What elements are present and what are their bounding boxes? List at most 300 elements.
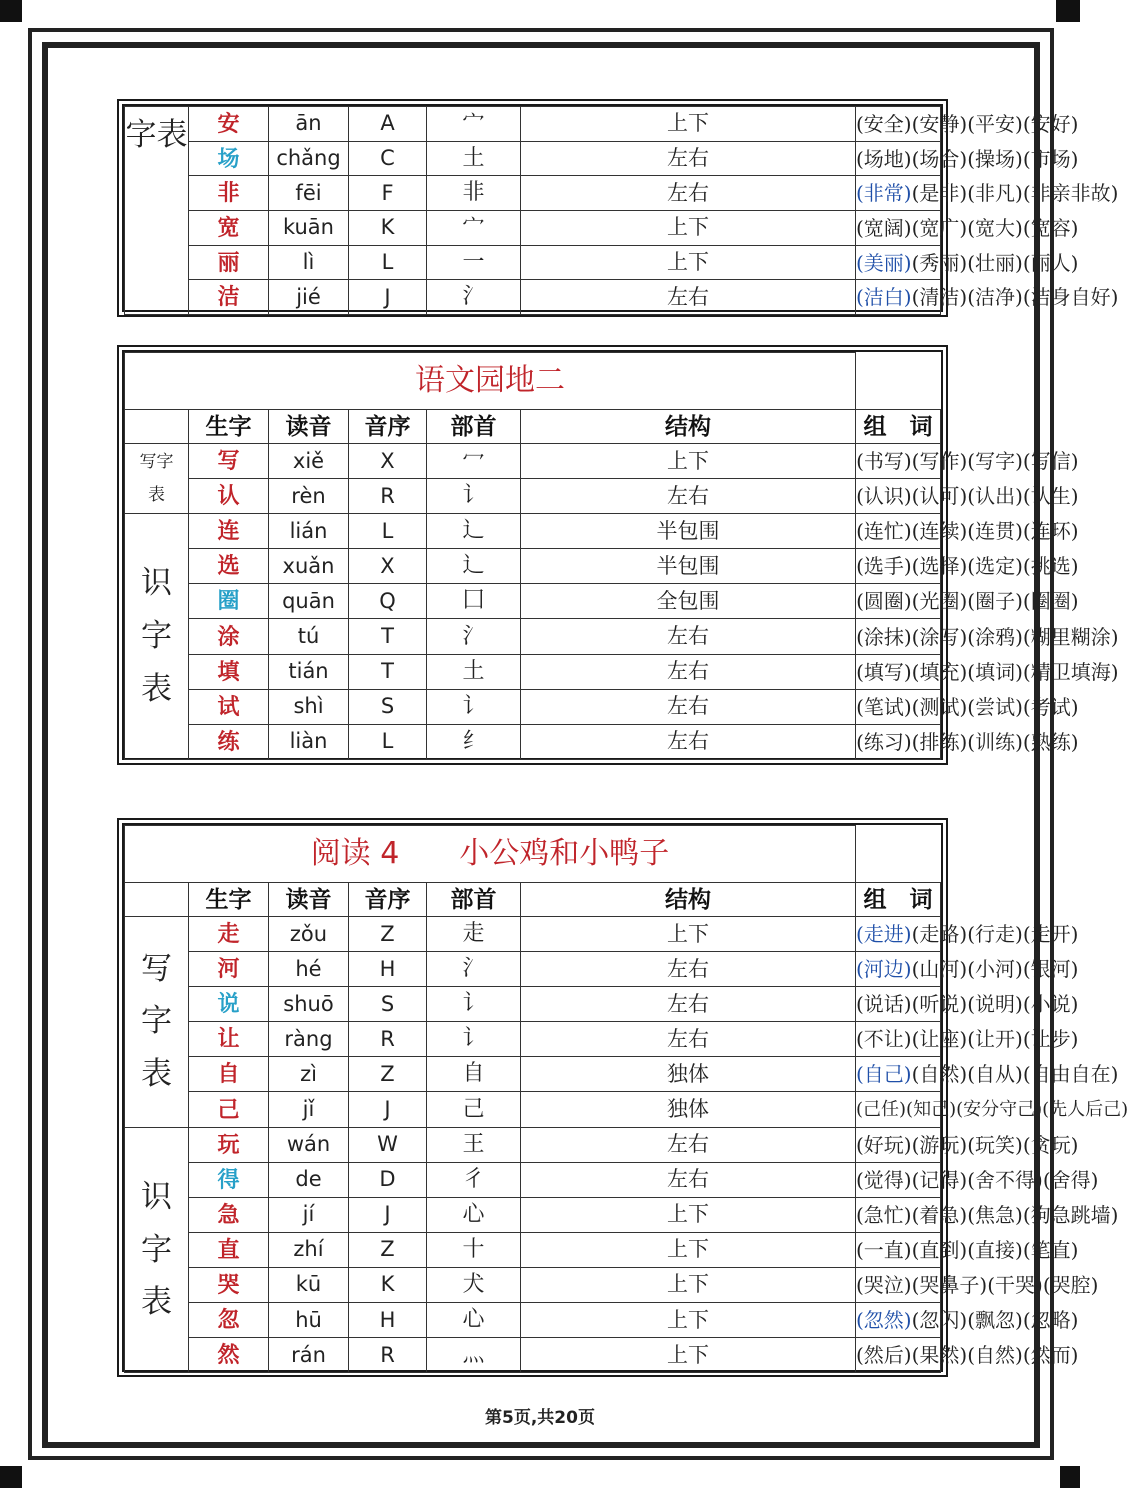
word-item: (圈子) bbox=[967, 589, 1023, 614]
word-item: (填词) bbox=[967, 659, 1023, 684]
table-row bbox=[125, 479, 941, 514]
table-row bbox=[125, 584, 941, 619]
table-row bbox=[125, 444, 941, 479]
table-row bbox=[125, 689, 941, 724]
radical-cell: 彳 bbox=[427, 1162, 521, 1197]
radical-cell: 辶 bbox=[427, 549, 521, 584]
initial-letter-cell: A bbox=[349, 107, 427, 142]
word-item: (安全) bbox=[856, 111, 912, 136]
word-item: (熟练) bbox=[1022, 729, 1079, 754]
character-cell: 场 bbox=[189, 141, 269, 176]
pinyin-cell: de bbox=[269, 1162, 349, 1197]
pinyin-cell: shuō bbox=[269, 987, 349, 1022]
word-item: (填充) bbox=[911, 659, 968, 684]
radical-cell: 心 bbox=[427, 1197, 521, 1232]
table-row bbox=[125, 1127, 941, 1162]
pinyin-cell: liàn bbox=[269, 724, 349, 759]
table-row bbox=[125, 1162, 941, 1197]
word-item: (挑选) bbox=[1022, 554, 1079, 579]
radical-cell: 灬 bbox=[427, 1338, 521, 1373]
word-item: (场合) bbox=[911, 146, 968, 171]
column-header: 组 词 bbox=[856, 883, 941, 917]
word-list-cell bbox=[856, 1197, 1119, 1232]
character-cell: 丽 bbox=[189, 245, 269, 280]
corner-strip-bottom-right bbox=[1060, 1466, 1080, 1488]
pinyin-cell: lián bbox=[269, 514, 349, 549]
word-item: (说话) bbox=[856, 992, 912, 1017]
structure-cell: 全包围 bbox=[521, 584, 856, 619]
header-blank-cell bbox=[125, 410, 189, 444]
word-item: (安好) bbox=[1022, 111, 1079, 136]
table-row bbox=[125, 211, 941, 246]
category-label-line: 字 bbox=[141, 618, 172, 655]
structure-cell: 左右 bbox=[521, 654, 856, 689]
word-list-cell bbox=[856, 689, 1079, 724]
word-item: (写作) bbox=[911, 449, 968, 474]
word-item: (写信) bbox=[1022, 449, 1079, 474]
word-item: (不让) bbox=[856, 1027, 912, 1052]
initial-letter-cell: H bbox=[349, 1303, 427, 1338]
table-row bbox=[125, 1022, 941, 1057]
word-item: (选择) bbox=[911, 554, 968, 579]
word-item: (好玩) bbox=[856, 1132, 912, 1157]
character-cell: 然 bbox=[189, 1338, 269, 1373]
table-row bbox=[125, 141, 941, 176]
structure-cell: 上下 bbox=[521, 107, 856, 142]
word-item: (自从) bbox=[967, 1062, 1023, 1087]
word-item: (走进) bbox=[856, 922, 912, 947]
table-row bbox=[125, 654, 941, 689]
word-item: (连环) bbox=[1022, 519, 1079, 544]
category-label-line: 表 bbox=[141, 1284, 172, 1321]
category-label-line: 识 bbox=[141, 1178, 172, 1215]
word-list-cell bbox=[856, 176, 1119, 211]
table-row bbox=[125, 987, 941, 1022]
table-row bbox=[125, 514, 941, 549]
initial-letter-cell: K bbox=[349, 211, 427, 246]
word-item: (山河) bbox=[911, 957, 968, 982]
column-header: 结构 bbox=[521, 883, 856, 917]
radical-cell: 讠 bbox=[427, 1022, 521, 1057]
structure-cell: 左右 bbox=[521, 176, 856, 211]
word-item: (练习) bbox=[856, 729, 912, 754]
word-item: (觉得) bbox=[856, 1167, 912, 1192]
word-item: (书写) bbox=[856, 449, 912, 474]
pinyin-cell: jǐ bbox=[269, 1092, 349, 1127]
initial-letter-cell: J bbox=[349, 1092, 427, 1127]
word-item: (果然) bbox=[911, 1343, 968, 1368]
section-3-table bbox=[117, 818, 1128, 1377]
radical-cell: 十 bbox=[427, 1232, 521, 1267]
column-header: 组 词 bbox=[856, 410, 941, 444]
initial-letter-cell: S bbox=[349, 987, 427, 1022]
radical-cell: 非 bbox=[427, 176, 521, 211]
character-cell: 直 bbox=[189, 1232, 269, 1267]
category-label bbox=[125, 917, 189, 1128]
word-item: (自由自在) bbox=[1022, 1062, 1119, 1087]
pinyin-cell: jí bbox=[269, 1197, 349, 1232]
character-cell: 非 bbox=[189, 176, 269, 211]
initial-letter-cell: R bbox=[349, 1338, 427, 1373]
character-cell: 圈 bbox=[189, 584, 269, 619]
character-cell: 选 bbox=[189, 549, 269, 584]
word-item: (非常) bbox=[856, 181, 912, 206]
word-item: (安静) bbox=[911, 111, 968, 136]
word-item: (认识) bbox=[856, 484, 912, 509]
structure-cell: 左右 bbox=[521, 1162, 856, 1197]
word-item: (一直) bbox=[856, 1237, 912, 1262]
structure-cell: 左右 bbox=[521, 141, 856, 176]
word-item: (非亲非故) bbox=[1022, 181, 1119, 206]
structure-cell: 左右 bbox=[521, 1022, 856, 1057]
word-item: (让座) bbox=[911, 1027, 968, 1052]
column-header: 读音 bbox=[269, 883, 349, 917]
word-list-cell bbox=[856, 479, 1079, 514]
radical-cell: 囗 bbox=[427, 584, 521, 619]
title-row bbox=[125, 826, 941, 883]
table-row bbox=[125, 176, 941, 211]
word-item: (安分守己) bbox=[956, 1098, 1043, 1120]
category-label-line: 识 bbox=[141, 565, 172, 602]
word-list-cell bbox=[856, 1338, 1079, 1373]
character-cell: 走 bbox=[189, 917, 269, 952]
category-label bbox=[125, 1127, 189, 1373]
word-list-cell bbox=[856, 724, 1079, 759]
word-item: (光圈) bbox=[911, 589, 968, 614]
character-cell: 试 bbox=[189, 689, 269, 724]
word-list-cell bbox=[856, 141, 1079, 176]
character-cell: 得 bbox=[189, 1162, 269, 1197]
category-label-line: 写字 bbox=[139, 452, 174, 473]
word-item: (急忙) bbox=[856, 1202, 912, 1227]
character-cell: 说 bbox=[189, 987, 269, 1022]
initial-letter-cell: X bbox=[349, 444, 427, 479]
section-title: 阅读 4 小公鸡和小鸭子 bbox=[125, 826, 856, 883]
page-number: 第5页,共20页 bbox=[485, 1408, 595, 1428]
structure-cell: 左右 bbox=[521, 1127, 856, 1162]
column-header: 结构 bbox=[521, 410, 856, 444]
pinyin-cell: rèn bbox=[269, 479, 349, 514]
initial-letter-cell: F bbox=[349, 176, 427, 211]
word-item: (连忙) bbox=[856, 519, 912, 544]
word-item: (小河) bbox=[967, 957, 1023, 982]
word-item: (哭腔) bbox=[1042, 1272, 1099, 1297]
pinyin-cell: zhí bbox=[269, 1232, 349, 1267]
table-row bbox=[125, 952, 941, 987]
initial-letter-cell: R bbox=[349, 1022, 427, 1057]
radical-cell: 讠 bbox=[427, 689, 521, 724]
word-list-cell bbox=[856, 280, 1119, 315]
corner-strip-top-right bbox=[1056, 0, 1080, 22]
word-item: (操场) bbox=[967, 146, 1023, 171]
word-item: (笔直) bbox=[1022, 1237, 1079, 1262]
corner-strip-top-left bbox=[0, 0, 22, 22]
structure-cell: 左右 bbox=[521, 280, 856, 315]
structure-cell: 上下 bbox=[521, 245, 856, 280]
word-item: (舍不得) bbox=[967, 1167, 1043, 1192]
word-item: (宽容) bbox=[1022, 215, 1079, 240]
column-header: 音序 bbox=[349, 883, 427, 917]
category-label-line: 字 bbox=[141, 1231, 172, 1268]
radical-cell: 氵 bbox=[427, 280, 521, 315]
word-item: (认出) bbox=[967, 484, 1023, 509]
word-item: (让开) bbox=[967, 1027, 1023, 1052]
column-header: 读音 bbox=[269, 410, 349, 444]
word-item: (听说) bbox=[911, 992, 968, 1017]
word-item: (写字) bbox=[967, 449, 1023, 474]
table-row bbox=[125, 1057, 941, 1092]
pinyin-cell: tú bbox=[269, 619, 349, 654]
table-row bbox=[125, 1197, 941, 1232]
table-row bbox=[125, 724, 941, 759]
word-list-cell bbox=[856, 1267, 1099, 1302]
character-cell: 己 bbox=[189, 1092, 269, 1127]
pinyin-cell: hé bbox=[269, 952, 349, 987]
pinyin-cell: quān bbox=[269, 584, 349, 619]
header-row bbox=[125, 883, 941, 917]
structure-cell: 半包围 bbox=[521, 514, 856, 549]
word-item: (宽大) bbox=[967, 215, 1023, 240]
radical-cell: 犬 bbox=[427, 1267, 521, 1302]
word-item: (秀丽) bbox=[911, 250, 968, 275]
character-cell: 玩 bbox=[189, 1127, 269, 1162]
table-row bbox=[125, 619, 941, 654]
word-item: (宽阔) bbox=[856, 215, 912, 240]
structure-cell: 左右 bbox=[521, 724, 856, 759]
pinyin-cell: fēi bbox=[269, 176, 349, 211]
pinyin-cell: ràng bbox=[269, 1022, 349, 1057]
word-list-cell bbox=[856, 1127, 1079, 1162]
word-item: (选手) bbox=[856, 554, 912, 579]
word-list-cell bbox=[856, 952, 1079, 987]
initial-letter-cell: C bbox=[349, 141, 427, 176]
structure-cell: 上下 bbox=[521, 1338, 856, 1373]
column-header: 音序 bbox=[349, 410, 427, 444]
column-header: 生字 bbox=[189, 410, 269, 444]
structure-cell: 左右 bbox=[521, 619, 856, 654]
initial-letter-cell: Z bbox=[349, 1232, 427, 1267]
radical-cell: 氵 bbox=[427, 952, 521, 987]
character-cell: 让 bbox=[189, 1022, 269, 1057]
word-item: (狗急跳墙) bbox=[1022, 1202, 1119, 1227]
structure-cell: 左右 bbox=[521, 479, 856, 514]
word-item: (洁净) bbox=[967, 285, 1023, 310]
radical-cell: 纟 bbox=[427, 724, 521, 759]
category-label bbox=[125, 444, 189, 514]
section-title: 语文园地二 bbox=[125, 353, 856, 410]
word-item: (自然) bbox=[967, 1343, 1023, 1368]
word-item: (忽然) bbox=[856, 1308, 912, 1333]
pinyin-cell: kū bbox=[269, 1267, 349, 1302]
structure-cell: 上下 bbox=[521, 1197, 856, 1232]
radical-cell: 自 bbox=[427, 1057, 521, 1092]
initial-letter-cell: H bbox=[349, 952, 427, 987]
word-list-cell bbox=[856, 1162, 1099, 1197]
structure-cell: 独体 bbox=[521, 1057, 856, 1092]
initial-letter-cell: T bbox=[349, 654, 427, 689]
word-list-cell bbox=[856, 1232, 1079, 1267]
word-item: (自己) bbox=[856, 1062, 912, 1087]
initial-letter-cell: Z bbox=[349, 917, 427, 952]
pinyin-cell: jié bbox=[269, 280, 349, 315]
word-item: (河边) bbox=[856, 957, 912, 982]
table-row bbox=[125, 1338, 941, 1373]
word-item: (认生) bbox=[1022, 484, 1079, 509]
word-item: (填写) bbox=[856, 659, 912, 684]
word-list-cell bbox=[856, 444, 1079, 479]
radical-cell: 宀 bbox=[427, 211, 521, 246]
initial-letter-cell: L bbox=[349, 245, 427, 280]
pinyin-cell: zǒu bbox=[269, 917, 349, 952]
word-item: (场地) bbox=[856, 146, 912, 171]
word-item: (洁身自好) bbox=[1022, 285, 1119, 310]
word-list-cell bbox=[856, 107, 1079, 142]
word-item: (走开) bbox=[1022, 922, 1079, 947]
structure-cell: 上下 bbox=[521, 1303, 856, 1338]
corner-strip-bottom-left bbox=[0, 1466, 22, 1488]
initial-letter-cell: J bbox=[349, 280, 427, 315]
column-header: 部首 bbox=[427, 883, 521, 917]
word-list-cell bbox=[856, 245, 1079, 280]
word-item: (小说) bbox=[1022, 992, 1079, 1017]
character-cell: 写 bbox=[189, 444, 269, 479]
word-item: (让步) bbox=[1022, 1027, 1079, 1052]
word-item: (然而) bbox=[1022, 1343, 1079, 1368]
word-item: (涂鸦) bbox=[967, 624, 1023, 649]
character-cell: 哭 bbox=[189, 1267, 269, 1302]
word-item: (己任) bbox=[856, 1098, 907, 1120]
word-list-cell bbox=[856, 1303, 1079, 1338]
word-item: (连贯) bbox=[967, 519, 1023, 544]
word-item: (哭泣) bbox=[856, 1272, 912, 1297]
character-cell: 认 bbox=[189, 479, 269, 514]
word-item: (贪玩) bbox=[1022, 1132, 1079, 1157]
pinyin-cell: wán bbox=[269, 1127, 349, 1162]
word-item: (干哭) bbox=[987, 1272, 1043, 1297]
character-cell: 宽 bbox=[189, 211, 269, 246]
section-1-table bbox=[117, 99, 1119, 317]
word-item: (直接) bbox=[967, 1237, 1023, 1262]
word-item: (认可) bbox=[911, 484, 968, 509]
category-label-line: 字 bbox=[141, 1003, 172, 1040]
word-item: (走路) bbox=[911, 922, 968, 947]
word-item: (直到) bbox=[911, 1237, 968, 1262]
structure-cell: 上下 bbox=[521, 211, 856, 246]
word-item: (选定) bbox=[967, 554, 1023, 579]
structure-cell: 上下 bbox=[521, 444, 856, 479]
structure-cell: 上下 bbox=[521, 1232, 856, 1267]
pinyin-cell: xiě bbox=[269, 444, 349, 479]
column-header: 生字 bbox=[189, 883, 269, 917]
character-cell: 急 bbox=[189, 1197, 269, 1232]
word-item: (连续) bbox=[911, 519, 968, 544]
pinyin-cell: xuǎn bbox=[269, 549, 349, 584]
word-item: (市场) bbox=[1022, 146, 1079, 171]
category-label-line: 表 bbox=[148, 484, 165, 505]
pinyin-cell: lì bbox=[269, 245, 349, 280]
pinyin-cell: shì bbox=[269, 689, 349, 724]
radical-cell: 冖 bbox=[427, 444, 521, 479]
column-header: 部首 bbox=[427, 410, 521, 444]
word-item: (飘忽) bbox=[967, 1308, 1023, 1333]
word-item: (精卫填海) bbox=[1022, 659, 1119, 684]
character-cell: 练 bbox=[189, 724, 269, 759]
header-blank-cell bbox=[125, 883, 189, 917]
radical-cell: 一 bbox=[427, 245, 521, 280]
word-list-cell bbox=[856, 917, 1079, 952]
table-row bbox=[125, 1267, 941, 1302]
radical-cell: 走 bbox=[427, 917, 521, 952]
word-item: (丽人) bbox=[1022, 250, 1079, 275]
radical-cell: 土 bbox=[427, 654, 521, 689]
table-row bbox=[125, 107, 941, 142]
initial-letter-cell: T bbox=[349, 619, 427, 654]
initial-letter-cell: L bbox=[349, 724, 427, 759]
table-row bbox=[125, 1232, 941, 1267]
word-item: (哭鼻子) bbox=[911, 1272, 988, 1297]
radical-cell: 土 bbox=[427, 141, 521, 176]
category-label bbox=[125, 514, 189, 760]
word-list-cell bbox=[856, 654, 1119, 689]
word-list-cell bbox=[856, 987, 1079, 1022]
category-label: 字表 bbox=[125, 107, 189, 315]
word-item: (排练) bbox=[911, 729, 968, 754]
initial-letter-cell: K bbox=[349, 1267, 427, 1302]
radical-cell: 己 bbox=[427, 1092, 521, 1127]
word-item: (考试) bbox=[1022, 694, 1079, 719]
structure-cell: 上下 bbox=[521, 917, 856, 952]
word-item: (先人后己) bbox=[1042, 1098, 1128, 1120]
category-label-line: 写 bbox=[141, 950, 172, 987]
category-label-line: 表 bbox=[141, 670, 172, 707]
word-item: (圆圈) bbox=[856, 589, 912, 614]
word-item: (自然) bbox=[911, 1062, 968, 1087]
character-cell: 洁 bbox=[189, 280, 269, 315]
word-list-cell bbox=[856, 211, 1079, 246]
word-item: (舍得) bbox=[1042, 1167, 1099, 1192]
pinyin-cell: ān bbox=[269, 107, 349, 142]
word-item: (清洁) bbox=[911, 285, 968, 310]
word-item: (美丽) bbox=[856, 250, 912, 275]
table-row bbox=[125, 917, 941, 952]
structure-cell: 左右 bbox=[521, 952, 856, 987]
pinyin-cell: zì bbox=[269, 1057, 349, 1092]
character-cell: 忽 bbox=[189, 1303, 269, 1338]
initial-letter-cell: Z bbox=[349, 1057, 427, 1092]
table-row bbox=[125, 1092, 941, 1127]
word-item: (忽闪) bbox=[911, 1308, 968, 1333]
word-item: (洁白) bbox=[856, 285, 912, 310]
word-item: (训练) bbox=[967, 729, 1023, 754]
word-item: (笔试) bbox=[856, 694, 912, 719]
word-item: (糊里糊涂) bbox=[1022, 624, 1119, 649]
pinyin-cell: tián bbox=[269, 654, 349, 689]
word-item: (宽广) bbox=[911, 215, 968, 240]
structure-cell: 上下 bbox=[521, 1267, 856, 1302]
character-cell: 涂 bbox=[189, 619, 269, 654]
radical-cell: 心 bbox=[427, 1303, 521, 1338]
radical-cell: 辶 bbox=[427, 514, 521, 549]
structure-cell: 半包围 bbox=[521, 549, 856, 584]
word-list-cell bbox=[856, 584, 1079, 619]
title-row bbox=[125, 353, 941, 410]
word-item: (测试) bbox=[911, 694, 968, 719]
word-item: (焦急) bbox=[967, 1202, 1023, 1227]
initial-letter-cell: X bbox=[349, 549, 427, 584]
initial-letter-cell: D bbox=[349, 1162, 427, 1197]
initial-letter-cell: R bbox=[349, 479, 427, 514]
table-row bbox=[125, 280, 941, 315]
